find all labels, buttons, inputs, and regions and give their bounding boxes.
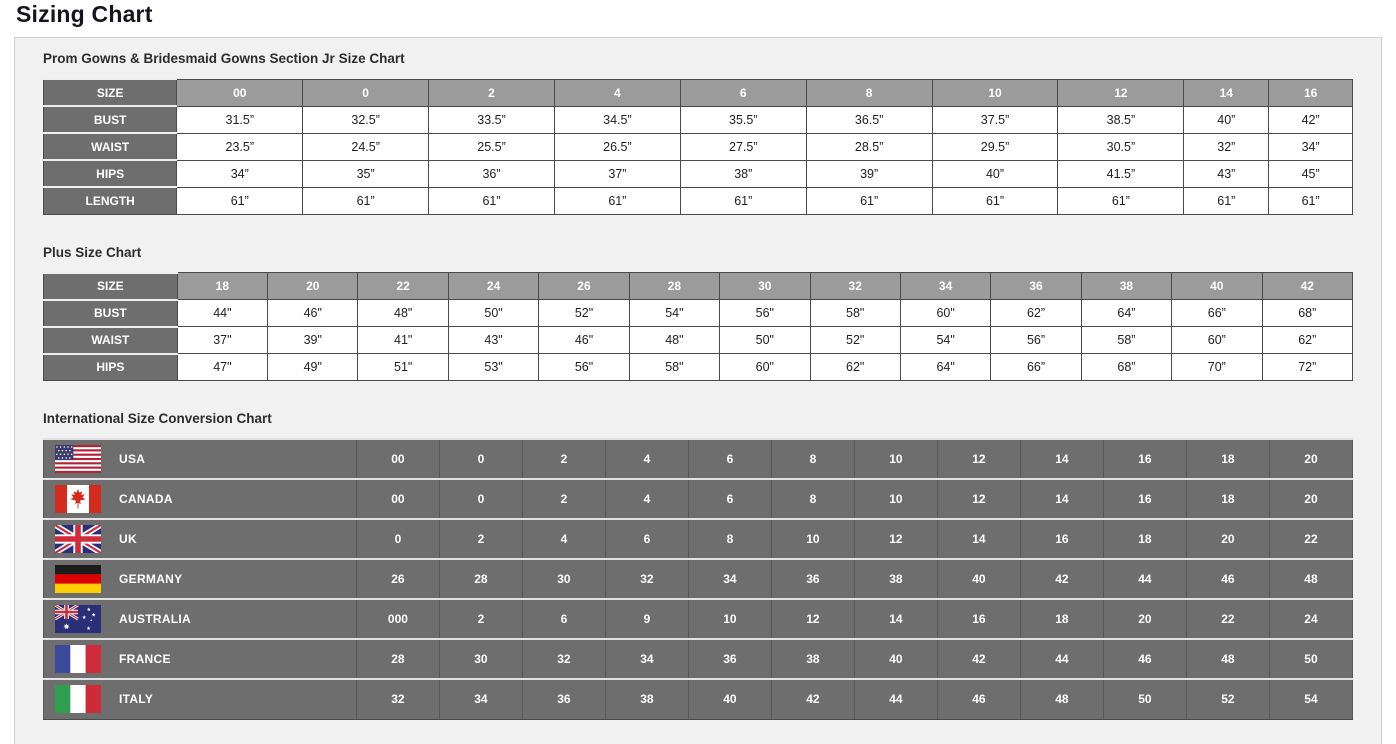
measurement-cell: 36” [429,160,555,187]
size-header-label: SIZE [44,79,177,106]
country-name: CANADA [119,492,173,506]
size-header-row [44,273,1353,300]
measurement-cell: 61” [806,187,932,214]
measurement-cell: 62” [1262,327,1352,354]
international-section [43,411,1353,720]
intl-size-cell: 10 [688,599,771,639]
intl-size-cell: 28 [356,639,439,679]
intl-size-cell: 38 [771,639,854,679]
row-label: BUST [44,300,178,327]
measurement-cell: 61” [932,187,1058,214]
country-row [44,479,1353,519]
row-label: LENGTH [44,187,177,214]
intl-size-cell: 34 [688,559,771,599]
measurement-cell: 54" [900,327,990,354]
measurement-cell: 58" [810,300,900,327]
measurement-cell: 56" [539,354,629,381]
intl-size-cell: 0 [356,519,439,559]
size-column-header: 2 [429,79,555,106]
intl-size-cell: 18 [1020,599,1103,639]
intl-size-cell: 2 [522,479,605,519]
intl-size-cell: 0 [439,479,522,519]
measurement-cell: 42” [1269,106,1353,133]
measurement-cell: 24.5” [303,133,429,160]
measurement-cell: 52" [539,300,629,327]
intl-size-cell: 32 [356,679,439,719]
row-label: WAIST [44,133,177,160]
usa-flag-icon [55,445,101,473]
measurement-cell: 51" [358,354,448,381]
intl-size-cell: 22 [1269,519,1352,559]
intl-size-cell: 4 [605,479,688,519]
measurement-row [44,354,1353,381]
intl-size-cell: 46 [1186,559,1269,599]
measurement-cell: 29.5” [932,133,1058,160]
size-column-header: 10 [932,79,1058,106]
measurement-cell: 60" [720,354,810,381]
intl-size-cell: 4 [605,439,688,479]
measurement-cell: 41" [358,327,448,354]
measurement-cell: 52" [810,327,900,354]
intl-size-cell: 28 [439,559,522,599]
measurement-cell: 34” [177,160,303,187]
size-column-header: 4 [554,79,680,106]
country-name: AUSTRALIA [119,612,192,626]
intl-size-cell: 46 [1103,639,1186,679]
measurement-cell: 61” [680,187,806,214]
size-column-header: 26 [539,273,629,300]
size-column-header: 00 [177,79,303,106]
intl-size-cell: 000 [356,599,439,639]
measurement-cell: 62" [810,354,900,381]
measurement-cell: 61” [1184,187,1269,214]
measurement-cell: 48" [358,300,448,327]
measurement-cell: 56” [991,327,1081,354]
germany-flag-icon [55,565,101,593]
size-column-header: 22 [358,273,448,300]
canada-flag-icon [55,485,101,513]
measurement-cell: 61” [177,187,303,214]
international-section-title: International Size Conversion Chart [43,411,272,426]
measurement-cell: 66” [991,354,1081,381]
measurement-cell: 33.5” [429,106,555,133]
intl-size-cell: 48 [1186,639,1269,679]
measurement-cell: 58" [629,354,719,381]
size-column-header: 38 [1081,273,1171,300]
country-cell [44,519,357,559]
measurement-cell: 34.5” [554,106,680,133]
country-row [44,639,1353,679]
intl-size-cell: 44 [1103,559,1186,599]
plus-size-section-title: Plus Size Chart [43,244,142,260]
size-column-header: 20 [268,273,358,300]
measurement-cell: 43” [1184,160,1269,187]
intl-size-cell: 12 [937,439,1020,479]
intl-size-cell: 42 [771,679,854,719]
measurement-cell: 39” [806,160,932,187]
intl-size-cell: 8 [771,479,854,519]
measurement-cell: 61” [554,187,680,214]
intl-size-cell: 26 [356,559,439,599]
measurement-row [44,327,1353,354]
size-column-header: 40 [1172,273,1262,300]
measurement-cell: 39" [268,327,358,354]
size-column-header: 0 [303,79,429,106]
plus-size-table [43,272,1353,382]
measurement-cell: 53" [448,354,538,381]
country-row [44,679,1353,719]
measurement-cell: 61” [1058,187,1184,214]
row-label: WAIST [44,327,178,354]
intl-size-cell: 46 [937,679,1020,719]
intl-size-cell: 14 [937,519,1020,559]
sizing-chart-panel [14,37,1382,744]
country-cell [44,599,357,639]
measurement-cell: 32.5” [303,106,429,133]
intl-size-cell: 6 [522,599,605,639]
measurement-row [44,160,1353,187]
measurement-cell: 49" [268,354,358,381]
intl-size-cell: 00 [356,479,439,519]
intl-size-cell: 44 [1020,639,1103,679]
measurement-cell: 50" [720,327,810,354]
measurement-cell: 23.5” [177,133,303,160]
measurement-cell: 44" [177,300,267,327]
intl-size-cell: 36 [522,679,605,719]
intl-size-cell: 6 [605,519,688,559]
intl-size-cell: 2 [439,519,522,559]
intl-size-cell: 0 [439,439,522,479]
measurement-cell: 64” [1081,300,1171,327]
intl-size-cell: 2 [439,599,522,639]
measurement-cell: 38” [680,160,806,187]
intl-size-cell: 6 [688,439,771,479]
measurement-cell: 54" [629,300,719,327]
intl-size-cell: 14 [1020,479,1103,519]
measurement-cell: 60” [1172,327,1262,354]
country-wrap [44,565,356,593]
measurement-cell: 58” [1081,327,1171,354]
intl-size-cell: 42 [1020,559,1103,599]
measurement-cell: 31.5” [177,106,303,133]
intl-size-cell: 16 [1020,519,1103,559]
measurement-cell: 32” [1184,133,1269,160]
measurement-cell: 37" [177,327,267,354]
measurement-cell: 68” [1262,300,1352,327]
size-column-header: 12 [1058,79,1184,106]
measurement-cell: 61” [1269,187,1353,214]
country-name: UK [119,532,137,546]
measurement-cell: 38.5” [1058,106,1184,133]
intl-size-cell: 14 [1020,439,1103,479]
country-cell [44,439,357,479]
measurement-cell: 46" [539,327,629,354]
intl-size-cell: 9 [605,599,688,639]
intl-size-cell: 14 [854,599,937,639]
country-wrap [44,645,356,673]
jr-size-section [43,51,1353,215]
intl-size-cell: 34 [439,679,522,719]
uk-flag-icon [55,525,101,553]
intl-size-cell: 44 [854,679,937,719]
measurement-cell: 40” [932,160,1058,187]
measurement-cell: 50" [448,300,538,327]
intl-size-cell: 12 [771,599,854,639]
intl-size-cell: 50 [1269,639,1352,679]
intl-size-cell: 40 [937,559,1020,599]
country-row [44,559,1353,599]
measurement-cell: 46" [268,300,358,327]
measurement-cell: 70” [1172,354,1262,381]
intl-size-cell: 18 [1186,479,1269,519]
intl-size-cell: 36 [771,559,854,599]
measurement-cell: 41.5” [1058,160,1184,187]
measurement-cell: 35” [303,160,429,187]
measurement-cell: 37” [554,160,680,187]
size-column-header: 30 [720,273,810,300]
intl-size-cell: 18 [1186,439,1269,479]
intl-size-cell: 30 [522,559,605,599]
intl-size-cell: 12 [854,519,937,559]
intl-size-cell: 54 [1269,679,1352,719]
intl-size-cell: 18 [1103,519,1186,559]
country-cell [44,679,357,719]
size-column-header: 6 [680,79,806,106]
size-column-header: 24 [448,273,538,300]
measurement-cell: 40” [1184,106,1269,133]
country-wrap [44,685,356,713]
measurement-cell: 47" [177,354,267,381]
country-name: GERMANY [119,572,183,586]
row-label: BUST [44,106,177,133]
intl-size-cell: 38 [854,559,937,599]
intl-size-cell: 42 [937,639,1020,679]
intl-size-cell: 20 [1186,519,1269,559]
country-name: USA [119,452,146,466]
france-flag-icon [55,645,101,673]
measurement-cell: 66” [1172,300,1262,327]
measurement-cell: 36.5” [806,106,932,133]
size-column-header: 16 [1269,79,1353,106]
country-name: FRANCE [119,652,171,666]
country-wrap [44,445,356,473]
intl-size-cell: 24 [1269,599,1352,639]
intl-size-cell: 38 [605,679,688,719]
intl-size-cell: 10 [771,519,854,559]
intl-size-cell: 6 [688,479,771,519]
size-header-row [44,79,1353,106]
country-cell [44,479,357,519]
country-name: ITALY [119,692,154,707]
row-label: HIPS [44,160,177,187]
intl-size-cell: 22 [1186,599,1269,639]
country-row [44,519,1353,559]
measurement-cell: 25.5” [429,133,555,160]
row-label: HIPS [44,354,178,381]
measurement-row [44,106,1353,133]
intl-size-cell: 40 [854,639,937,679]
measurement-cell: 56" [720,300,810,327]
intl-size-cell: 20 [1269,439,1352,479]
measurement-row [44,300,1353,327]
intl-size-cell: 20 [1103,599,1186,639]
intl-size-cell: 10 [854,479,937,519]
intl-size-cell: 40 [688,679,771,719]
country-row [44,599,1353,639]
measurement-cell: 28.5” [806,133,932,160]
measurement-cell: 62” [991,300,1081,327]
intl-size-cell: 20 [1269,479,1352,519]
italy-flag-icon [55,685,101,713]
measurement-cell: 34” [1269,133,1353,160]
jr-size-table [43,78,1353,215]
measurement-cell: 45” [1269,160,1353,187]
intl-size-cell: 16 [937,599,1020,639]
measurement-row [44,133,1353,160]
measurement-cell: 27.5” [680,133,806,160]
size-column-header: 36 [991,273,1081,300]
country-row [44,439,1353,479]
measurement-cell: 37.5” [932,106,1058,133]
size-column-header: 42 [1262,273,1352,300]
measurement-cell: 72” [1262,354,1352,381]
intl-size-cell: 00 [356,439,439,479]
measurement-cell: 43" [448,327,538,354]
size-column-header: 14 [1184,79,1269,106]
measurement-cell: 26.5” [554,133,680,160]
size-header-label: SIZE [44,273,178,300]
australia-flag-icon [55,605,101,633]
size-column-header: 32 [810,273,900,300]
country-cell [44,639,357,679]
measurement-cell: 35.5” [680,106,806,133]
intl-size-cell: 12 [937,479,1020,519]
country-wrap [44,485,356,513]
country-wrap [44,605,356,633]
intl-size-cell: 32 [522,639,605,679]
size-column-header: 8 [806,79,932,106]
page-title: Sizing Chart [16,1,153,27]
intl-size-cell: 8 [688,519,771,559]
intl-size-cell: 32 [605,559,688,599]
measurement-cell: 48" [629,327,719,354]
measurement-row [44,187,1353,214]
intl-size-cell: 52 [1186,679,1269,719]
intl-size-cell: 30 [439,639,522,679]
measurement-cell: 64" [900,354,990,381]
measurement-cell: 68” [1081,354,1171,381]
intl-size-cell: 50 [1103,679,1186,719]
country-wrap [44,525,356,553]
measurement-cell: 61” [303,187,429,214]
intl-size-cell: 16 [1103,439,1186,479]
intl-size-cell: 16 [1103,479,1186,519]
intl-size-cell: 34 [605,639,688,679]
international-size-table [43,438,1353,720]
intl-size-cell: 36 [688,639,771,679]
intl-size-cell: 8 [771,439,854,479]
size-column-header: 28 [629,273,719,300]
measurement-cell: 61” [429,187,555,214]
intl-size-cell: 48 [1020,679,1103,719]
size-column-header: 18 [177,273,267,300]
intl-size-cell: 2 [522,439,605,479]
country-cell [44,559,357,599]
size-column-header: 34 [900,273,990,300]
measurement-cell: 30.5” [1058,133,1184,160]
intl-size-cell: 10 [854,439,937,479]
plus-size-section [43,245,1353,382]
intl-size-cell: 4 [522,519,605,559]
intl-size-cell: 48 [1269,559,1352,599]
measurement-cell: 60" [900,300,990,327]
jr-size-section-title: Prom Gowns & Bridesmaid Gowns Section Jr Size Chart [43,51,405,66]
